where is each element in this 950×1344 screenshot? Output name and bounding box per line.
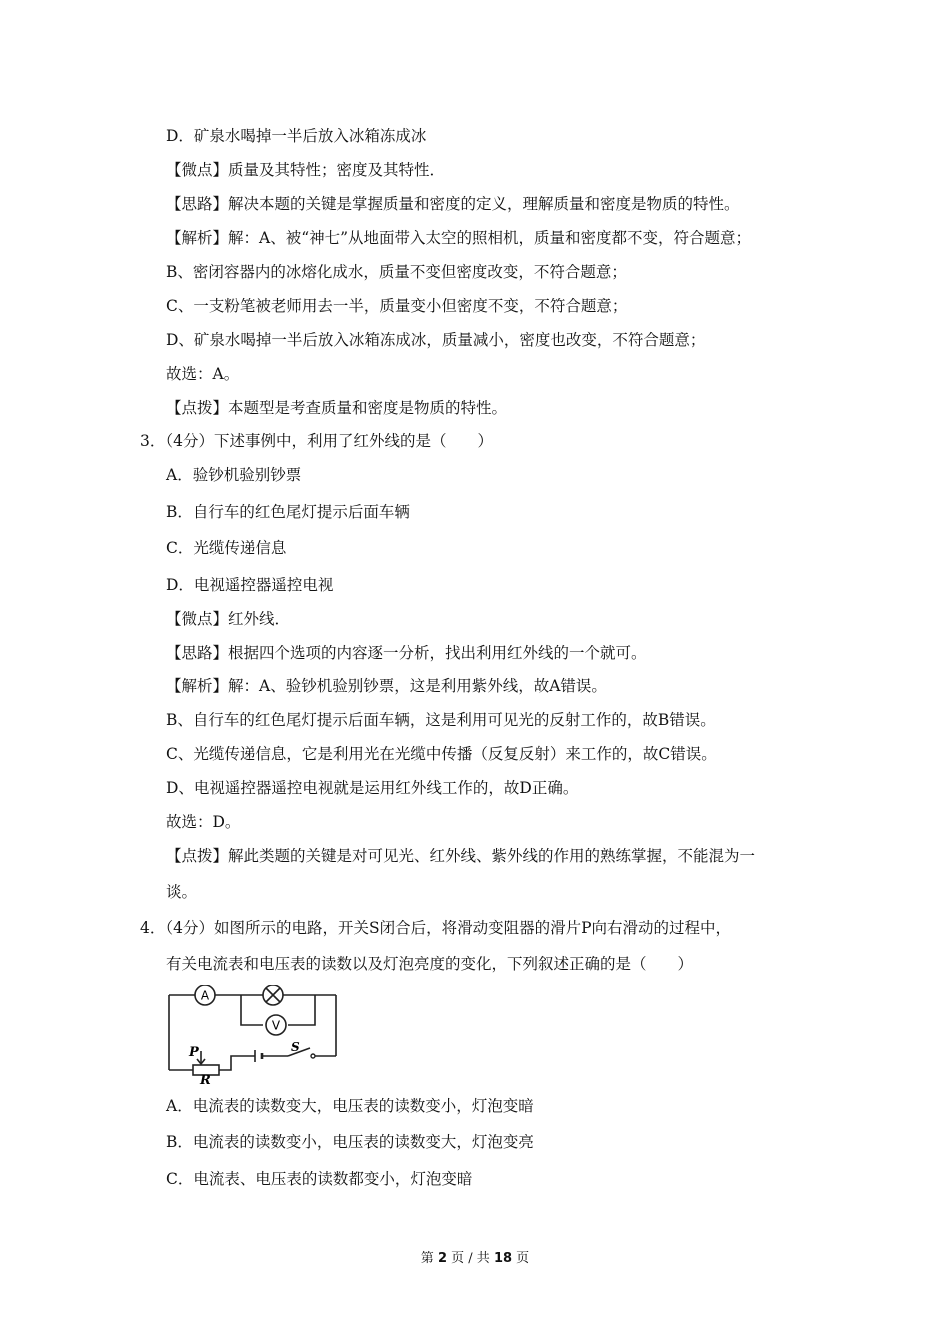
q3-option-a: A．验钞机验别钞票 [166, 466, 302, 484]
q4-option-c: C．电流表、电压表的读数都变小，灯泡变暗 [166, 1170, 473, 1188]
rheostat-label: R [200, 1073, 211, 1085]
q3-option-b: B．自行车的红色尾灯提示后面车辆 [166, 503, 410, 521]
lamp-symbol [263, 985, 283, 1005]
q3-weidian: 【微点】红外线． [166, 610, 291, 628]
q3-silu: 【思路】根据四个选项的内容逐一分析，找出利用红外线的一个就可。 [166, 644, 647, 662]
footer-total-pages: 18 [493, 1251, 513, 1266]
q2-jiexi-line: D、矿泉水喝掉一半后放入冰箱冻成冰，质量减小，密度也改变，不符合题意； [166, 331, 706, 349]
q3-option-c: C．光缆传递信息 [166, 539, 287, 557]
q2-silu: 【思路】解决本题的关键是掌握质量和密度的定义，理解质量和密度是物质的特性。 [166, 195, 740, 213]
q4-stem-cont: 有关电流表和电压表的读数以及灯泡亮度的变化，下列叙述正确的是（ ） [166, 955, 694, 973]
q2-jiexi-line: B、密闭容器内的冰熔化成水，质量不变但密度改变，不符合题意； [166, 263, 627, 281]
q2-jiexi-line: 【解析】解：A、被“神七”从地面带入太空的照相机，质量和密度都不变，符合题意； [166, 229, 752, 247]
q2-weidian: 【微点】质量及其特性；密度及其特性． [166, 161, 446, 179]
switch-label: S [291, 1040, 300, 1054]
q3-answer: 故选：D。 [166, 813, 241, 831]
page-footer [0, 1247, 950, 1266]
q3-jiexi-line: 【解析】解：A、验钞机验别钞票，这是利用紫外线，故A错误。 [166, 677, 607, 695]
q3-dianbo: 【点拨】解此类题的关键是对可见光、红外线、紫外线的作用的熟练掌握，不能混为一 [166, 847, 756, 865]
q2-jiexi-line: C、一支粉笔被老师用去一半，质量变小但密度不变，不符合题意； [166, 297, 628, 315]
q4-option-b: B．电流表的读数变小，电压表的读数变大，灯泡变亮 [166, 1133, 534, 1151]
footer-middle: 页 / 共 [451, 1251, 490, 1266]
q3-jiexi-line: D、电视遥控器遥控电视就是运用红外线工作的，故D正确。 [166, 779, 579, 797]
q3-stem: 3．（4分）下述事例中，利用了红外线的是（ ） [140, 432, 493, 450]
q3-dianbo-cont: 谈。 [166, 883, 198, 901]
q2-answer: 故选：A。 [166, 365, 240, 383]
circuit-diagram [163, 985, 348, 1085]
voltmeter-symbol [266, 1015, 286, 1035]
ammeter-symbol [195, 985, 215, 1005]
footer-suffix: 页 [516, 1251, 530, 1266]
footer-prefix: 第 [420, 1251, 434, 1266]
q4-option-a: A．电流表的读数变大，电压表的读数变小，灯泡变暗 [166, 1097, 534, 1115]
q3-jiexi-line: C、光缆传递信息，它是利用光在光缆中传播（反复反射）来工作的，故C错误。 [166, 745, 717, 763]
slider-label: P [189, 1045, 199, 1060]
q3-option-d: D．电视遥控器遥控电视 [166, 576, 334, 594]
ammeter-label: A [200, 988, 210, 1003]
q2-option-d: D．矿泉水喝掉一半后放入冰箱冻成冰 [166, 127, 427, 145]
q3-jiexi-line: B、自行车的红色尾灯提示后面车辆，这是利用可见光的反射工作的，故B错误。 [166, 711, 716, 729]
q2-dianbo: 【点拨】本题型是考查质量和密度是物质的特性。 [166, 399, 508, 417]
q4-stem: 4．（4分）如图所示的电路，开关S闭合后，将滑动变阻器的滑片P向右滑动的过程中， [140, 919, 732, 937]
footer-page-number: 2 [437, 1251, 447, 1266]
voltmeter-label: V [271, 1018, 281, 1033]
